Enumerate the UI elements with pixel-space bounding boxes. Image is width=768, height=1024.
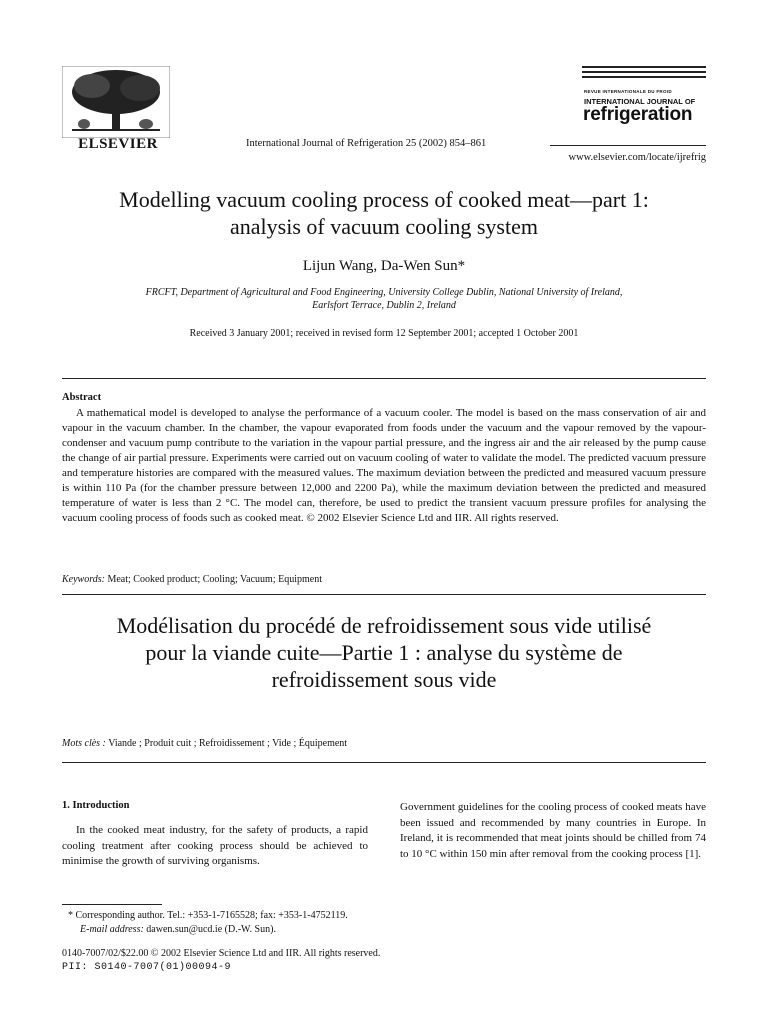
email-address[interactable]: dawen.sun@ucd.ie (D.-W. Sun). (146, 924, 276, 935)
french-title (40, 612, 728, 693)
keywords (62, 574, 322, 585)
body-column-right (400, 800, 706, 862)
corresponding-author: * Corresponding author. Tel.: +353-1-7165528; fax: +353-1-4752119. (68, 910, 348, 921)
abstract-text: A mathematical model is developed to analyse the performance of a vacuum cooler. The model is based on the mass conservation of air and vapour in the vacuum chamber. In the chamber, the vapour evaporated from foods under the vacuum and the vapour removed by the vapour-condenser and vacuum pump contribute to the variation in the vapour partial pressure, and the ingress air and the air released by the pump cause the change of air partial pressure. Experiments were carried out on vacuum cooling of water to validate the model. The predicted vacuum pressure and temperature histories are compared with the measured values. The maximum deviation between the predicted and measured vacuum pressure is within 110 Pa (for the chamber pressure between 12,000 and 2200 Pa), while the maximum deviation between the predicted and measured temperature of water is less than 2 °C. The model can, therefore, be used to predict the transient vacuum pressure profiles for analysing the vacuum cooling process of foods such as cooked meat. © 2002 Elsevier Science Ltd and IIR. All rights reserved. (62, 407, 706, 524)
french-title-line3: refroidissement sous vide (271, 667, 497, 692)
keywords-list: Meat; Cooked product; Cooling; Vacuum; Equipment (107, 574, 322, 585)
abstract-heading: Abstract (62, 392, 102, 403)
journal-logo-rules (582, 66, 706, 81)
issn-copyright: 0140-7007/02/$22.00 © 2002 Elsevier Science Ltd and IIR. All rights reserved. (62, 948, 381, 959)
mots-cles (62, 738, 347, 749)
journal-logo-subtitle: REVUE INTERNATIONALE DU FROID (584, 89, 672, 94)
article-title-line1: Modelling vacuum cooling process of cooked meat—part 1: (119, 187, 649, 212)
keywords-label: Keywords: (62, 574, 105, 585)
journal-url[interactable]: www.elsevier.com/locate/ijrefrig (568, 152, 706, 163)
divider-middle (62, 594, 706, 595)
divider-bottom (62, 762, 706, 763)
email-footnote (80, 924, 276, 935)
mots-cles-list: Viande ; Produit cuit ; Refroidissement ; Vide ; Équipement (108, 738, 348, 749)
journal-reference: International Journal of Refrigeration 25 (2002) 854–861 (246, 138, 487, 149)
journal-logo-line: INTERNATIONAL JOURNAL OF (584, 97, 696, 106)
french-title-line1: Modélisation du procédé de refroidissement sous vide utilisé (116, 613, 652, 638)
affiliation-line2: Earlsfort Terrace, Dublin 2, Ireland (312, 300, 456, 311)
email-label: E-mail address: (80, 924, 144, 935)
article-title (40, 186, 728, 240)
affiliation-line1: FRCFT, Department of Agricultural and Food Engineering, University College Dublin, National University of Ireland, (145, 287, 623, 298)
authors: Lijun Wang, Da-Wen Sun* (302, 258, 466, 274)
received-dates: Received 3 January 2001; received in revised form 12 September 2001; accepted 1 October 2001 (189, 328, 579, 339)
journal-logo-name: refrigeration (583, 104, 693, 125)
divider-top (62, 378, 706, 379)
journal-logo-underline (550, 145, 706, 146)
body-column-left (62, 800, 368, 870)
section-heading: 1. Introduction (62, 800, 130, 811)
publisher-name: ELSEVIER (78, 136, 158, 152)
affiliation (80, 286, 688, 312)
footnote-rule (62, 904, 162, 905)
intro-paragraph-left: In the cooked meat industry, for the safety of products, a rapid cooling treatment after cooking process should be achieved to minimise the growth of surviving organisms. (62, 824, 368, 867)
mots-cles-label: Mots clès : (62, 738, 106, 749)
article-title-line2: analysis of vacuum cooling system (230, 214, 538, 239)
pii: PII: S0140-7007(01)00094-9 (62, 962, 232, 973)
intro-paragraph-right: Government guidelines for the cooling process of cooked meats have been issued and recommended by many countries in Europe. In Ireland, it is recommended that meat joints should be chilled from 74 to 10 °C within 150 min after removal from the cooking process [1]. (400, 801, 706, 860)
french-title-line2: pour la viande cuite—Partie 1 : analyse du système de (145, 640, 623, 665)
